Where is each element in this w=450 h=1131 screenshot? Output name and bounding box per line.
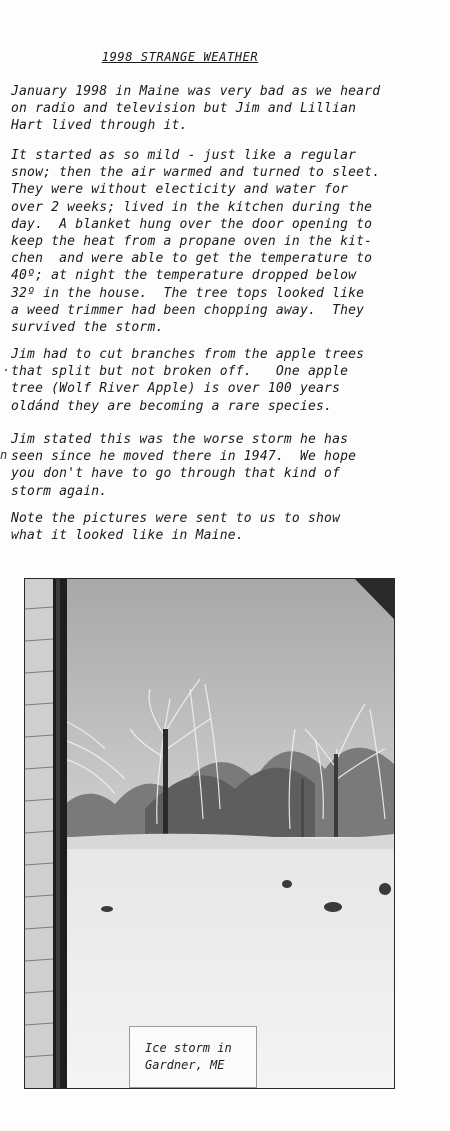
text-line: day. A blanket hung over the door opening to — [11, 216, 373, 232]
text-line: over 2 weeks; lived in the kitchen during the — [11, 199, 373, 215]
paragraph-worst-storm — [11, 431, 436, 500]
text-line: storm again. — [11, 483, 108, 499]
text-line: 40º; at night the temperature dropped below — [11, 268, 357, 284]
paragraph-pictures-note — [11, 510, 436, 544]
caption-line: Gardner, ME — [145, 1058, 225, 1072]
text-line: oldánd they are becoming a rare species. — [11, 398, 333, 414]
paragraph-apple-trees — [11, 346, 436, 415]
margin-mark: n — [0, 448, 8, 462]
ice-storm-photo — [24, 578, 395, 1089]
paragraph-intro — [11, 83, 436, 135]
text-line: chen and were able to get the temperature to — [11, 251, 373, 267]
text-line: seen since he moved there in 1947. We hope — [11, 449, 357, 465]
text-line: Jim stated this was the worse storm he has — [11, 432, 349, 447]
text-line: Note the pictures were sent to us to show — [11, 511, 341, 526]
document-title: 1998 STRANGE WEATHER — [101, 50, 259, 64]
text-line: on radio and television but Jim and Lillian — [11, 101, 357, 117]
text-line: They were without electicity and water for — [11, 182, 349, 198]
text-line: you don't have to go through that kind of — [11, 466, 341, 482]
paragraph-storm-description — [11, 147, 436, 336]
text-line: a weed trimmer had been chopping away. They — [11, 302, 365, 318]
caption-line: Ice storm in — [145, 1041, 232, 1055]
text-line: January 1998 in Maine was very bad as we heard — [11, 84, 381, 99]
text-line: It started as so mild - just like a regular — [11, 148, 357, 163]
text-line: what it looked like in Maine. — [11, 528, 244, 544]
text-line: tree (Wolf River Apple) is over 100 years — [11, 381, 341, 397]
text-line: Jim had to cut branches from the apple trees — [11, 347, 365, 362]
text-line: 32º in the house. The tree tops looked like — [11, 285, 365, 301]
text-line: Hart lived through it. — [11, 118, 188, 134]
text-line: keep the heat from a propane oven in the kit- — [11, 234, 373, 250]
text-line: snow; then the air warmed and turned to sleet. — [11, 165, 381, 181]
text-line: that split but not broken off. One apple — [11, 364, 349, 380]
photo-caption — [129, 1026, 257, 1088]
margin-mark: . — [3, 360, 11, 374]
text-line: survived the storm. — [11, 320, 164, 336]
house-siding — [25, 579, 67, 1088]
photo-scene — [25, 579, 394, 1088]
